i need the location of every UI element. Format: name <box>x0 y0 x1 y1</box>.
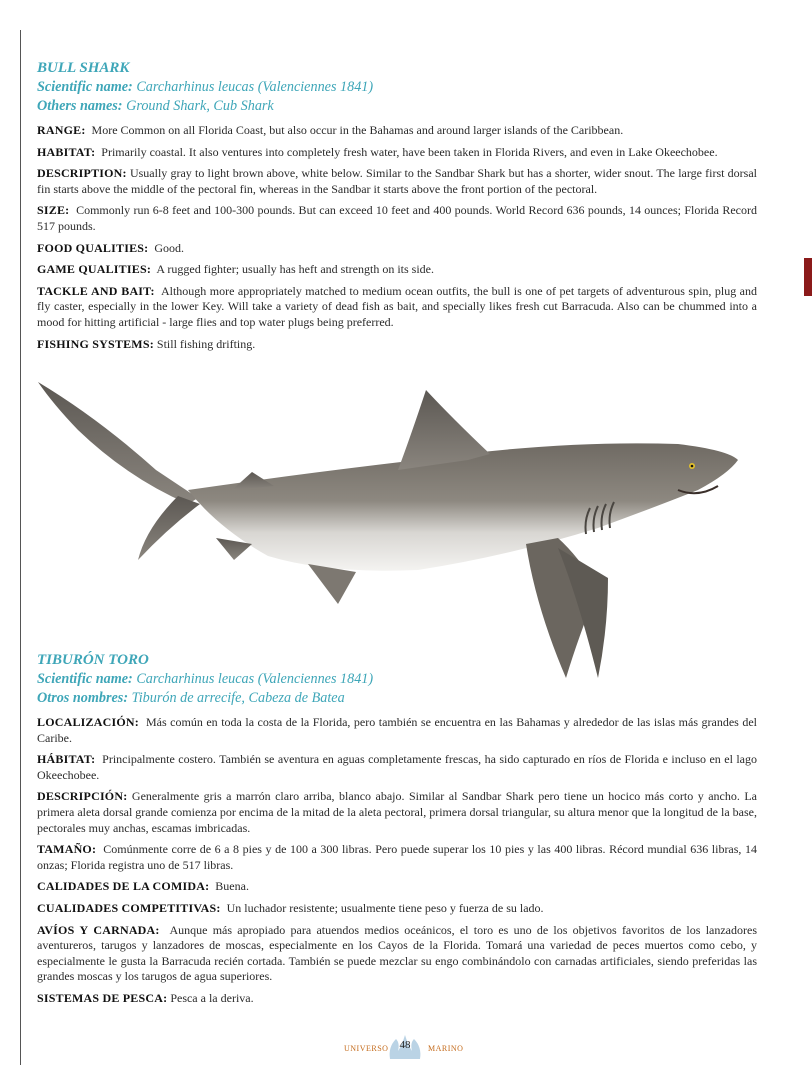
localizacion-paragraph: LOCALIZACIÓN: Más común en toda la costa de la Florida, pero también se encuentra en las Bahamas y alrededor de las islas más grandes del Caribe. <box>37 715 758 745</box>
shark-body <box>188 443 738 570</box>
cualidades-competitivas-paragraph: CUALIDADES COMPETITIVAS: Un luchador resistente; usualmente tiene peso y fuerza de su lado. <box>37 900 544 915</box>
other-names-label-es: Otros nombres: <box>37 690 129 706</box>
sistemas-pesca-paragraph: SISTEMAS DE PESCA: Pesca a la deriva. <box>37 990 254 1005</box>
game-qualities-paragraph: GAME QUALITIES: A rugged fighter; usually has heft and strength on its side. <box>37 262 434 277</box>
tamano-paragraph: TAMAÑO: Comúnmente corre de 6 a 8 pies y de 100 a 300 libras. Pero puede superar los 10 pies y las 400 libras. Récord mundial 636 libras, 14 onzas; Florida registra uno de 517 libras. <box>37 842 757 872</box>
size-paragraph: SIZE: Commonly run 6-8 feet and 100-300 pounds. But can exceed 10 feet and 400 pounds. World Record 636 pounds, 14 ounces; Florida Record 517 pounds. <box>37 203 757 233</box>
range-paragraph: RANGE: More Common on all Florida Coast, but also occur in the Bahamas and around larger islands of the Caribbean. <box>37 123 624 137</box>
page-number: 48 <box>399 1039 411 1051</box>
habitat-paragraph: HABITAT: Primarily coastal. It also ventures into completely fresh water, have been taken in Florida Rivers, and even in Lake Okeechobee. <box>37 144 718 159</box>
scientific-name-value: Carcharhinus leucas (Valenciennes 1841) <box>136 79 374 95</box>
spanish-section <box>37 651 757 1007</box>
species-title-es: TIBURÓN TORO <box>37 652 149 668</box>
tackle-bait-paragraph: TACKLE AND BAIT: Although more appropriately matched to medium ocean outfits, the bull is one of pet targets of adventurous spin, plug and fly caster, especially in the lower Key. Will take a variety of dead fish as bait, and specially likes fresh cut Barracuda. Also can be chummed into a mood for hitting artificial - large flies and top water plugs being preferred. <box>37 283 757 329</box>
description-paragraph: DESCRIPTION: Usually gray to light brown above, white below. Similar to the Sandbar Shark but has a shorter, wider snout. The large first dorsal fin starts above the middle of the pectoral fin, whereas in the Sandbar it starts above the front portion of the pectoral. <box>37 166 758 196</box>
tail-lower-lobe <box>138 496 200 560</box>
scientific-name-line <box>37 78 757 97</box>
food-qualities-paragraph: FOOD QUALITIES: Good. <box>37 240 185 255</box>
species-title: BULL SHARK <box>37 60 130 76</box>
footer-brand-left: UNIVERSO <box>344 1044 389 1053</box>
english-section <box>37 59 757 352</box>
scientific-name-label: Scientific name: <box>37 79 133 95</box>
section-edge-tab <box>804 258 812 296</box>
footer-brand-right: MARINO <box>428 1044 464 1053</box>
tail-upper-lobe <box>38 382 198 504</box>
avios-carnada-paragraph: AVÍOS Y CARNADA: Aunque más apropiado para atuendos medios oceánicos, el toro es uno de los objetivos favoritos de los lanzadores aventureros, tarugos y lanzadores de moscas, especialmente en los Cayos de la Florida. Tomará una variedad de peces muertos como cebo, y especialmente le gusta la Barracuda recién cortada. También se puede mezclar su engo combinándolo con carnadas artificiales, siendo preferidas las grandes moscas y los tarugos de agua superiores. <box>37 922 757 984</box>
scientific-name-line-es <box>37 670 757 689</box>
scientific-name-label-es: Scientific name: <box>37 671 133 687</box>
other-names-line-es <box>37 689 757 708</box>
page-footer <box>0 1033 812 1063</box>
descripcion-paragraph: DESCRIPCIÓN: Generalmente gris a marrón claro arriba, blanco abajo. Similar al Sandbar Shark pero tiene un hocico más corto y ancho. La primera aleta dorsal grande comienza por encima de la mitad de la aleta pectoral, primera dorsal triangular, su altura menor que la longitud de la base, pectorales muy anchas, escamas imbricadas. <box>37 789 757 835</box>
scientific-name-value-es: Carcharhinus leucas (Valenciennes 1841) <box>136 671 374 687</box>
left-margin-rule <box>20 30 21 1065</box>
habitat-paragraph-es: HÁBITAT: Principalmente costero. También se aventura en aguas completamente frescas, ha sido capturado en ríos de Florida e incluso en el lago Okeechobee. <box>37 752 757 782</box>
fishing-systems-paragraph: FISHING SYSTEMS: Still fishing drifting. <box>37 336 256 351</box>
other-names-label: Others names: <box>37 98 123 114</box>
other-names-value: Ground Shark, Cub Shark <box>126 98 274 114</box>
other-names-line <box>37 97 757 116</box>
pelvic-fin <box>308 564 356 604</box>
other-names-value-es: Tiburón de arrecife, Cabeza de Batea <box>131 690 345 706</box>
calidades-comida-paragraph: CALIDADES DE LA COMIDA: Buena. <box>37 879 249 894</box>
